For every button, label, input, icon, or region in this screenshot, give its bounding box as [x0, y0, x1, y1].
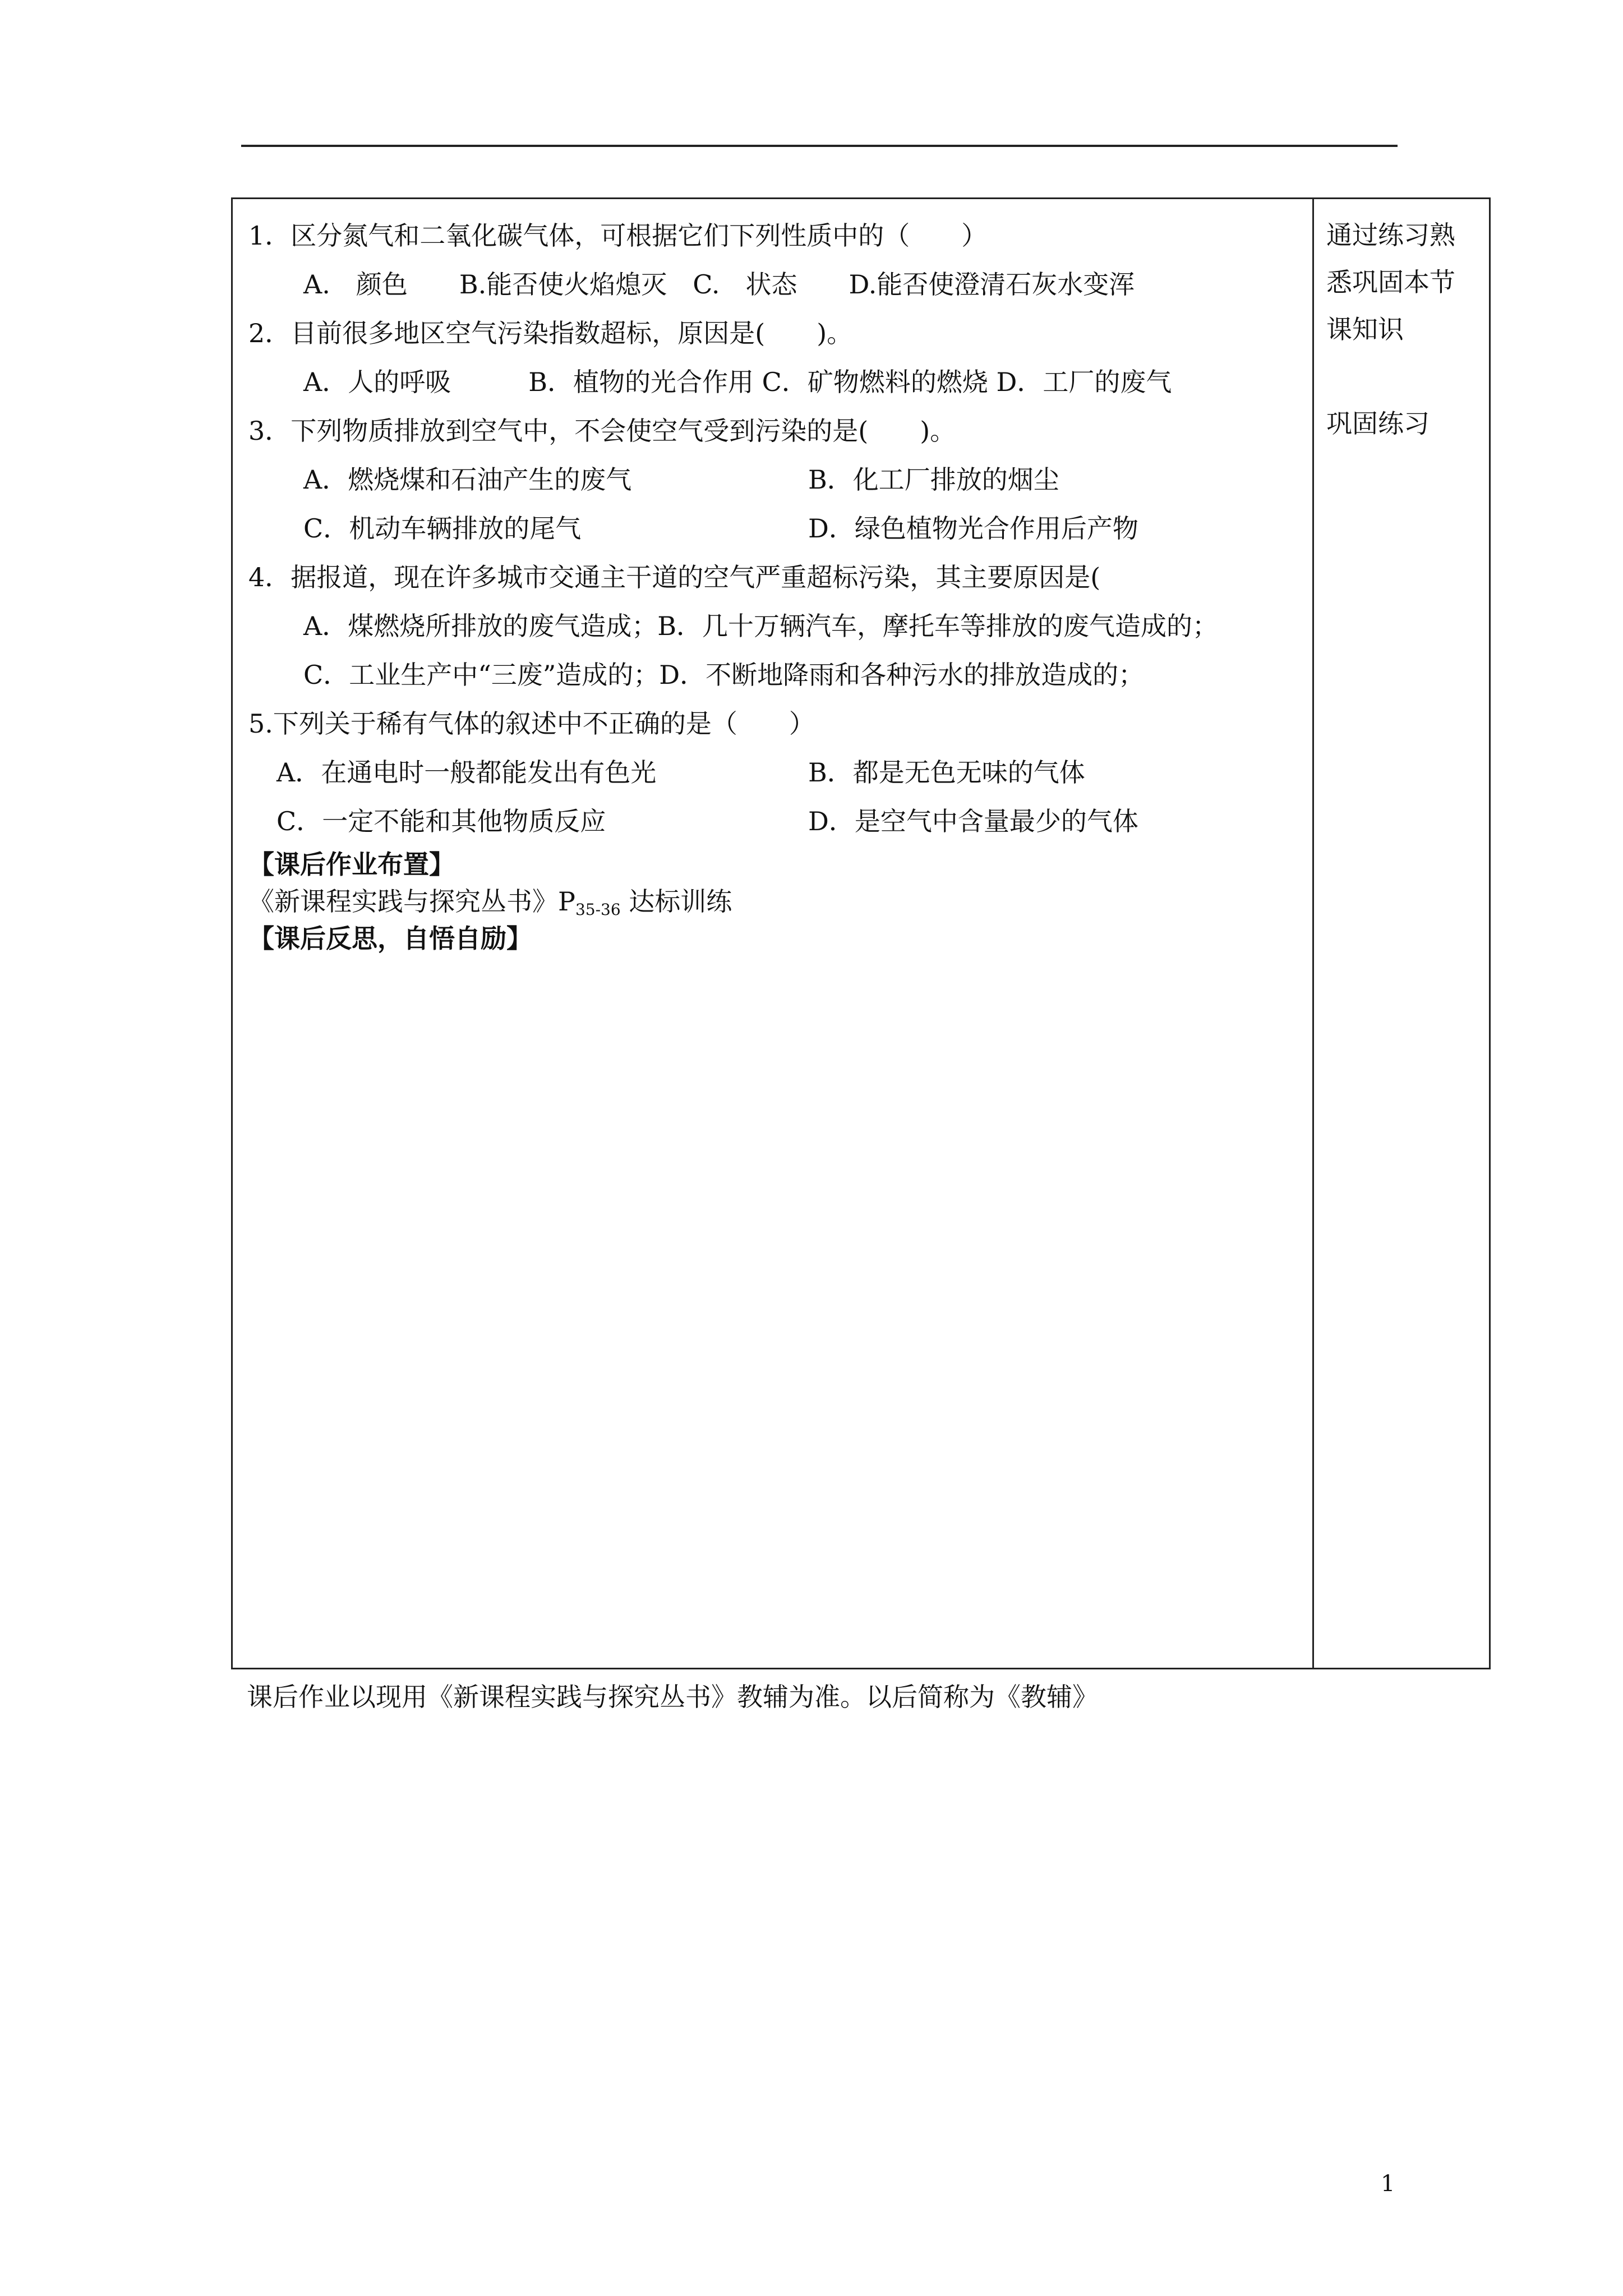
question-5-option-c: C．一定不能和其他物质反应	[276, 806, 606, 836]
homework-suffix: 达标训练	[620, 886, 732, 917]
purpose-cell	[1326, 211, 1483, 447]
question-4-stem: 4．据报道，现在许多城市交通主干道的空气严重超标污染，其主要原因是(	[248, 562, 1101, 592]
question-3-stem: 3．下列物质排放到空气中，不会使空气受到污染的是( )。	[248, 416, 956, 446]
lesson-table	[231, 197, 1491, 1669]
homework-pages: 35-36	[575, 900, 621, 919]
question-3-options-row-1	[248, 455, 1303, 504]
question-4-options-line-1: A．煤燃烧所排放的废气造成；B．几十万辆汽车，摩托车等排放的废气造成的；	[303, 611, 1219, 641]
question-3-option-a: A．燃烧煤和石油产生的废气	[303, 464, 632, 495]
homework-heading: 【课后作业布置】	[248, 849, 455, 880]
reflection-heading: 【课后反思，自悟自励】	[248, 923, 532, 954]
side-note-line-2: 悉巩固本节	[1326, 267, 1455, 297]
question-5-options-row-2	[248, 797, 1303, 846]
header-rule	[241, 145, 1398, 147]
question-3-option-b: B．化工厂排放的烟尘	[808, 464, 1059, 495]
question-2-stem: 2．目前很多地区空气污染指数超标，原因是( )。	[248, 318, 853, 348]
question-2-options: A．人的呼吸 B．植物的光合作用 C．矿物燃料的燃烧 D．工厂的废气	[303, 367, 1172, 397]
side-note-line-1: 通过练习熟	[1326, 220, 1455, 250]
homework-assignment	[248, 883, 1303, 920]
exercise-cell	[248, 211, 1303, 957]
question-1-stem: 1．区分氮气和二氧化碳气体，可根据它们下列性质中的（ ）	[248, 220, 988, 251]
question-5-stem: 5.下列关于稀有气体的叙述中不正确的是（ ）	[248, 708, 815, 739]
page-number: 1	[1381, 2171, 1395, 2197]
question-5-options-row-1	[248, 748, 1303, 797]
footnote: 课后作业以现用《新课程实践与探究丛书》教辅为准。以后简称为《教辅》	[247, 1682, 1098, 1712]
question-3-option-d: D．绿色植物光合作用后产物	[808, 513, 1138, 544]
column-divider	[1312, 199, 1314, 1668]
question-3-options-row-2	[248, 504, 1303, 553]
side-note-line-3: 课知识	[1326, 314, 1404, 344]
question-5-option-d: D．是空气中含量最少的气体	[808, 806, 1138, 836]
homework-book: 《新课程实践与探究丛书》P	[248, 886, 575, 917]
question-1-options: A. 颜色 B.能否使火焰熄灭 C. 状态 D.能否使澄清石灰水变浑	[303, 269, 1135, 300]
question-3-option-c: C．机动车辆排放的尾气	[303, 513, 582, 544]
side-note-spacer	[1326, 353, 1483, 400]
question-5-option-a: A．在通电时一般都能发出有色光	[276, 757, 657, 788]
question-5-option-b: B．都是无色无味的气体	[808, 757, 1085, 788]
side-note-line-4: 巩固练习	[1326, 408, 1430, 439]
question-4-options-line-2: C．工业生产中“三废”造成的；D．不断地降雨和各种污水的排放造成的；	[303, 660, 1145, 690]
